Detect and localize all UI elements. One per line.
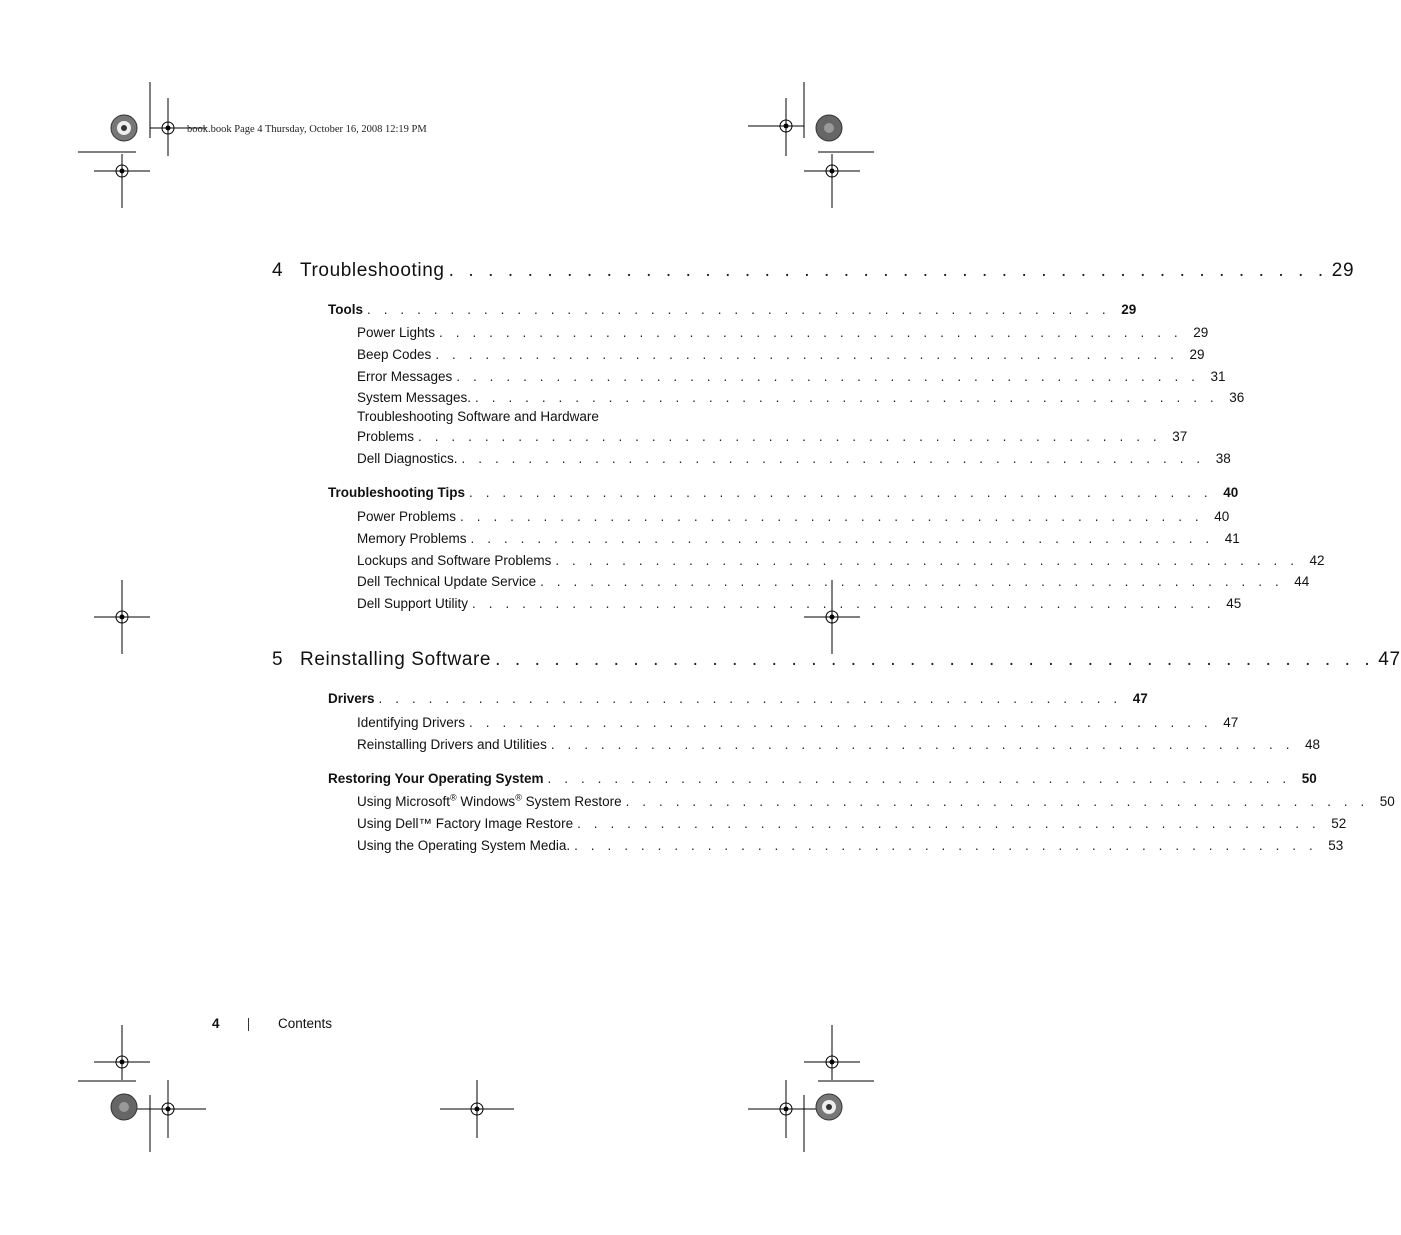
page-number: 40 xyxy=(1223,485,1239,500)
page-number: 31 xyxy=(1210,369,1226,384)
entry-title: Error Messages xyxy=(357,369,453,384)
footer-divider xyxy=(248,1018,249,1031)
toc-section-drivers[interactable] xyxy=(328,686,1148,708)
toc-entry[interactable] xyxy=(357,424,1188,446)
leader-dots: . . . . . . . . . . . . . . . . . . . . . . . . . . . . . . . . . . . . . . . . . . . . . xyxy=(550,737,1295,752)
entry-title: Power Lights xyxy=(357,325,436,340)
page-number: 36 xyxy=(1229,390,1245,405)
page-number: 29 xyxy=(1193,325,1209,340)
entry-title: System Messages. xyxy=(357,390,472,405)
toc-entry[interactable] xyxy=(357,364,1226,386)
page-number: 40 xyxy=(1214,509,1230,524)
page-number: 52 xyxy=(1331,816,1347,831)
chapter-number: 5 xyxy=(272,649,284,670)
toc-section-tools[interactable] xyxy=(328,297,1137,319)
toc-entry[interactable] xyxy=(357,320,1209,342)
page-number: 42 xyxy=(1309,553,1325,568)
page-number: 50 xyxy=(1301,771,1317,786)
leader-dots: . . . . . . . . . . . . . . . . . . . . . . . . . . . . . . . . . . . . . . . . . . . . . xyxy=(456,369,1200,384)
toc-entry[interactable] xyxy=(357,504,1230,526)
leader-dots: . . . . . . . . . . . . . . . . . . . . . . . . . . . . . . . . . . . . . . . . . . . . . xyxy=(469,715,1213,730)
toc-section-restoring-os[interactable] xyxy=(328,766,1317,788)
page-number: 47 xyxy=(1132,691,1148,706)
toc-chapter-4[interactable] xyxy=(272,257,1355,283)
entry-title: Problems xyxy=(357,429,415,444)
leader-dots: . . . . . . . . . . . . . . . . . . . . . . . . . . . . . . . . . . . . . . . . . . . . . xyxy=(435,347,1179,362)
entry-title: Using the Operating System Media. xyxy=(357,838,571,853)
page-number: 37 xyxy=(1172,429,1188,444)
page-number: 50 xyxy=(1379,794,1395,809)
page-number: 38 xyxy=(1215,451,1231,466)
page-number: 47 xyxy=(1378,649,1401,670)
entry-title: Using Microsoft® Windows® System Restore xyxy=(357,792,622,809)
toc-chapter-5[interactable] xyxy=(272,646,1401,672)
page-number: 45 xyxy=(1226,596,1242,611)
leader-dots: . . . . . . . . . . . . . . . . . . . . . . . . . . . . . . . . . . . . . . . . . . . . . xyxy=(625,794,1369,809)
leader-dots: . . . . . . . . . . . . . . . . . . . . . . . . . . . . . . . . . . . . . . . . . . . . . xyxy=(461,451,1205,466)
leader-dots: . . . . . . . . . . . . . . . . . . . . . . . . . . . . . . . . . . . . . . . . . . . . . xyxy=(367,302,1111,317)
leader-dots: . . . . . . . . . . . . . . . . . . . . . . . . . . . . . . . . . . . . . . . . . . . . . xyxy=(469,485,1213,500)
entry-title: Power Problems xyxy=(357,509,457,524)
section-title: Restoring Your Operating System xyxy=(328,771,544,786)
page-number: 41 xyxy=(1224,531,1240,546)
section-title: Troubleshooting Tips xyxy=(328,485,465,500)
toc-entry[interactable] xyxy=(357,569,1310,591)
toc-entry[interactable] xyxy=(357,342,1205,364)
page-number: 48 xyxy=(1305,737,1321,752)
leader-dots: . . . . . . . . . . . . . . . . . . . . . . . . . . . . . . . . . . . . . . . . . . . . . xyxy=(577,816,1321,831)
entry-title: Lockups and Software Problems xyxy=(357,553,552,568)
section-title: Tools xyxy=(328,302,363,317)
page-number: 29 xyxy=(1121,302,1137,317)
page-number: 29 xyxy=(1331,260,1355,281)
page-number: 53 xyxy=(1328,838,1344,853)
leader-dots: . . . . . . . . . . . . . . . . . . . . . . . . . . . . . . . . . . . . . . . . . . . . . xyxy=(448,260,1328,281)
entry-title: Dell Support Utility xyxy=(357,596,469,611)
toc-entry[interactable] xyxy=(357,526,1240,548)
leader-dots: . . . . . . . . . . . . . . . . . . . . . . . . . . . . . . . . . . . . . . . . . . . . . xyxy=(418,429,1162,444)
entry-title: Using Dell™ Factory Image Restore xyxy=(357,816,574,831)
leader-dots: . . . . . . . . . . . . . . . . . . . . . . . . . . . . . . . . . . . . . . . . . . . . . xyxy=(378,691,1122,706)
toc-entry[interactable] xyxy=(357,789,1395,811)
toc-entry[interactable] xyxy=(357,732,1321,754)
footer-section-label: Contents xyxy=(278,1016,333,1031)
toc-entry[interactable] xyxy=(357,710,1239,732)
chapter-title: Troubleshooting xyxy=(300,260,445,281)
toc-entry[interactable] xyxy=(357,833,1344,855)
leader-dots: . . . . . . . . . . . . . . . . . . . . . . . . . . . . . . . . . . . . . . . . . . . . . xyxy=(555,553,1299,568)
toc-entry[interactable] xyxy=(357,548,1325,570)
page-number: 44 xyxy=(1294,574,1310,589)
chapter-title: Reinstalling Software xyxy=(300,649,492,670)
leader-dots: . . . . . . . . . . . . . . . . . . . . . . . . . . . . . . . . . . . . . . . . . . . . . xyxy=(495,649,1375,670)
leader-dots: . . . . . . . . . . . . . . . . . . . . . . . . . . . . . . . . . . . . . . . . . . . . . xyxy=(540,574,1284,589)
chapter-number: 4 xyxy=(272,260,284,281)
print-slug: book.book Page 4 Thursday, October 16, 2008 12:19 PM xyxy=(187,124,427,135)
toc-entry[interactable] xyxy=(357,385,1245,407)
section-title: Drivers xyxy=(328,691,375,706)
entry-title: Dell Diagnostics. xyxy=(357,451,458,466)
entry-title: Memory Problems xyxy=(357,531,467,546)
toc-entry[interactable] xyxy=(357,446,1231,468)
leader-dots: . . . . . . . . . . . . . . . . . . . . . . . . . . . . . . . . . . . . . . . . . . . . . xyxy=(439,325,1183,340)
leader-dots: . . . . . . . . . . . . . . . . . . . . . . . . . . . . . . . . . . . . . . . . . . . . . xyxy=(475,390,1219,405)
leader-dots: . . . . . . . . . . . . . . . . . . . . . . . . . . . . . . . . . . . . . . . . . . . . . xyxy=(470,531,1214,546)
entry-title-line1[interactable]: Troubleshooting Software and Hardware xyxy=(357,409,599,424)
leader-dots: . . . . . . . . . . . . . . . . . . . . . . . . . . . . . . . . . . . . . . . . . . . . . xyxy=(574,838,1318,853)
entry-title: Dell Technical Update Service xyxy=(357,574,537,589)
entry-title: Identifying Drivers xyxy=(357,715,466,730)
entry-title: Reinstalling Drivers and Utilities xyxy=(357,737,547,752)
footer-page-number: 4 xyxy=(212,1016,220,1031)
leader-dots: . . . . . . . . . . . . . . . . . . . . . . . . . . . . . . . . . . . . . . . . . . . . . xyxy=(460,509,1204,524)
toc-section-troubleshooting-tips[interactable] xyxy=(328,480,1239,502)
entry-title: Beep Codes xyxy=(357,347,432,362)
leader-dots: . . . . . . . . . . . . . . . . . . . . . . . . . . . . . . . . . . . . . . . . . . . . . xyxy=(472,596,1216,611)
toc-entry[interactable] xyxy=(357,591,1242,613)
toc-entry[interactable] xyxy=(357,811,1347,833)
page-number: 29 xyxy=(1189,347,1205,362)
page-number: 47 xyxy=(1223,715,1239,730)
leader-dots: . . . . . . . . . . . . . . . . . . . . . . . . . . . . . . . . . . . . . . . . . . . . . xyxy=(547,771,1291,786)
